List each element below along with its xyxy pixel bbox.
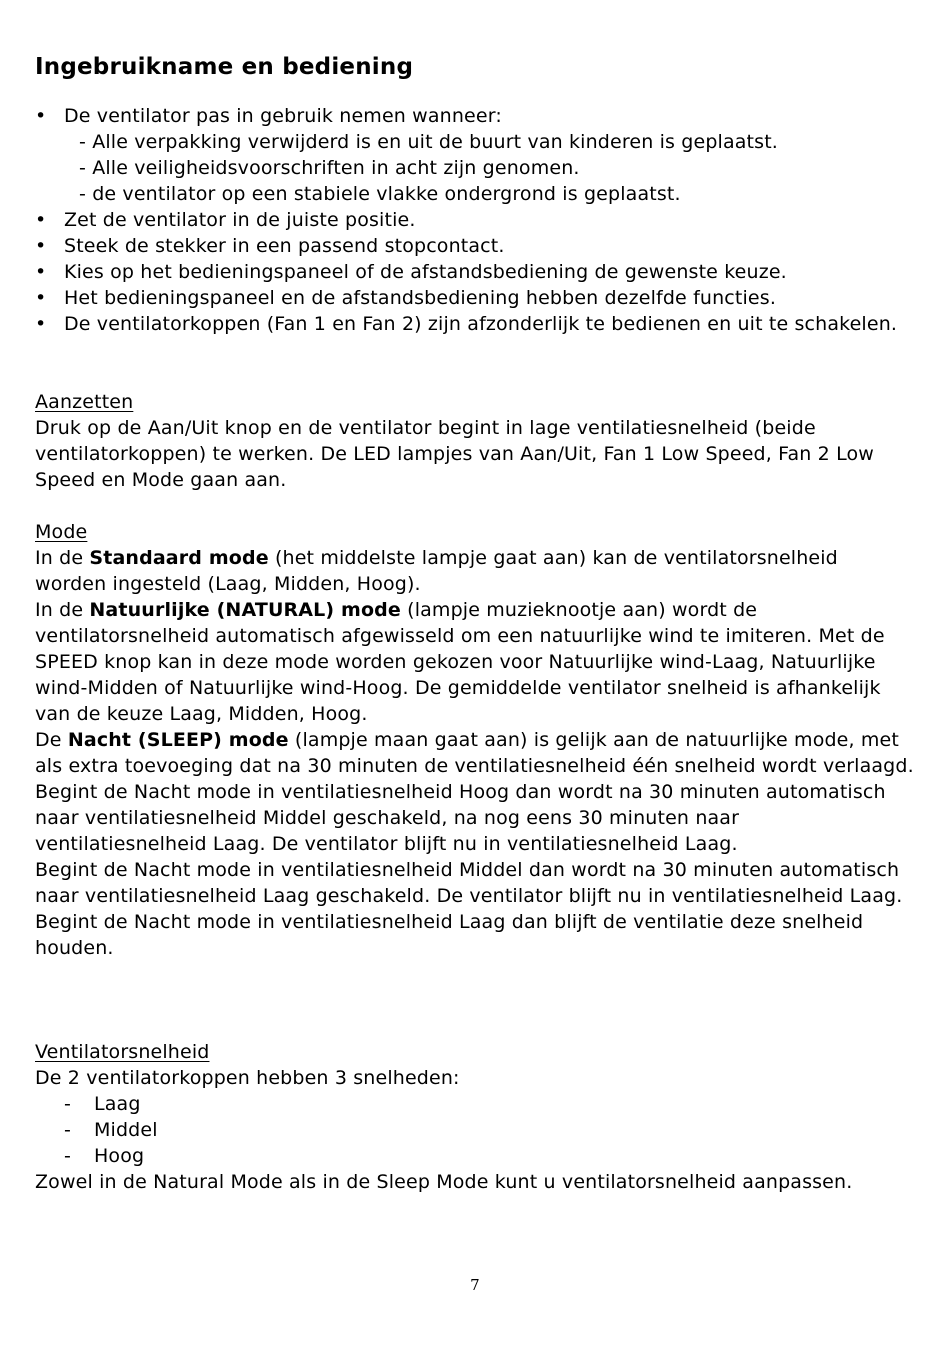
bullet-item	[35, 207, 905, 233]
section-title: Ventilatorsnelheid	[35, 1041, 210, 1063]
text-run: In de	[35, 599, 90, 621]
section-text: Druk op de Aan/Uit knop en de ventilator begint in lage ventilatiesnelheid (beide ventilatorkoppen) te werken. De LED lampjes van Aan/Uit, Fan 1 Low Speed, Fan 2 Low Speed en Mode gaan aan.	[35, 417, 874, 491]
section-aanzetten	[35, 389, 915, 493]
dash-item	[35, 1143, 915, 1169]
bullet-text: De ventilator pas in gebruik nemen wanneer:	[64, 105, 502, 127]
bullet-item	[35, 233, 905, 259]
bullet-item	[35, 259, 905, 285]
section-mode	[35, 519, 915, 961]
bullet-text: Steek de stekker in een passend stopcontact.	[64, 235, 505, 257]
paragraph-natural	[35, 597, 915, 727]
text-run: In de	[35, 547, 90, 569]
text-run: (het middelste lampje gaat aan) kan de ventilatorsnelheid worden ingesteld (Laag, Midden, Hoog).	[35, 547, 838, 595]
bold-term: Nacht (SLEEP) mode	[67, 729, 289, 751]
paragraph-standaard	[35, 545, 915, 597]
bullet-text: Kies op het bedieningspaneel of de afstandsbediening de gewenste keuze.	[64, 261, 787, 283]
bullet-dot-icon: •	[35, 235, 47, 257]
bullet-dot-icon: •	[35, 209, 47, 231]
bullet-dot-icon: •	[35, 261, 47, 283]
bullet-dot-icon: •	[35, 287, 47, 309]
text-run: (lampje muzieknootje aan) wordt de ventilatorsnelheid automatisch afgewisseld om een natuurlijke wind te imiteren. Met de SPEED knop kan in deze mode worden gekozen voor Natuurlijke wind-Laag, Natuurlijke wind-Midden of Natuurlijke wind-Hoog. De gemiddelde ventilator snelheid is afhankelijk van de keuze Laag, Midden, Hoog.	[35, 599, 885, 725]
dash-icon: -	[64, 1093, 72, 1115]
paragraph: Begint de Nacht mode in ventilatiesnelheid Hoog dan wordt na 30 minuten automatisch naar ventilatiesnelheid Middel geschakeld, na nog eens 30 minuten naar ventilatiesnelheid Laag. De ventilator blijft nu in ventilatiesnelheid Laag.	[35, 781, 886, 855]
paragraph: Begint de Nacht mode in ventilatiesnelheid Middel dan wordt na 30 minuten automatisch naar ventilatiesnelheid Laag geschakeld. De ventilator blijft nu in ventilatiesnelheid Laag.	[35, 859, 903, 907]
sub-item: - de ventilator op een stabiele vlakke ondergrond is geplaatst.	[79, 183, 681, 205]
dash-item-label: Laag	[94, 1093, 141, 1115]
bullet-text: Het bedieningspaneel en de afstandsbediening hebben dezelfde functies.	[64, 287, 777, 309]
section-title: Mode	[35, 521, 88, 543]
paragraph: Begint de Nacht mode in ventilatiesnelheid Laag dan blijft de ventilatie deze snelheid houden.	[35, 911, 864, 959]
sub-item: - Alle verpakking verwijderd is en uit de buurt van kinderen is geplaatst.	[79, 131, 778, 153]
bullet-item	[35, 311, 905, 337]
bullet-dot-icon: •	[35, 313, 47, 335]
page-heading: Ingebruikname en bediening	[35, 54, 414, 80]
dash-icon: -	[64, 1119, 72, 1141]
section-ventilatorsnelheid	[35, 1039, 915, 1195]
bold-term: Standaard mode	[89, 547, 269, 569]
paragraph-sleep	[35, 727, 915, 779]
bullet-item	[35, 285, 905, 311]
sub-item: - Alle veiligheidsvoorschriften in acht zijn genomen.	[79, 157, 580, 179]
bullet-dot-icon: •	[35, 105, 47, 127]
bullet-list	[35, 103, 905, 337]
bullet-item	[35, 103, 905, 207]
page-number: 7	[470, 1276, 480, 1294]
dash-item	[35, 1091, 915, 1117]
bold-term: Natuurlijke (NATURAL) mode	[89, 599, 401, 621]
bullet-text: De ventilatorkoppen (Fan 1 en Fan 2) zijn afzonderlijk te bedienen en uit te schakelen.	[64, 313, 898, 335]
text-run: De	[35, 729, 68, 751]
section-outro: Zowel in de Natural Mode als in de Sleep Mode kunt u ventilatorsnelheid aanpassen.	[35, 1171, 853, 1193]
dash-item	[35, 1117, 915, 1143]
bullet-text: Zet de ventilator in de juiste positie.	[64, 209, 416, 231]
text-run: (lampje maan gaat aan) is gelijk aan de natuurlijke mode, met als extra toevoeging dat na 30 minuten de ventilatiesnelheid één snelheid wordt verlaagd.	[35, 729, 914, 777]
dash-icon: -	[64, 1145, 72, 1167]
section-intro: De 2 ventilatorkoppen hebben 3 snelheden:	[35, 1067, 460, 1089]
section-title: Aanzetten	[35, 391, 134, 413]
dash-item-label: Middel	[94, 1119, 158, 1141]
dash-item-label: Hoog	[94, 1145, 145, 1167]
